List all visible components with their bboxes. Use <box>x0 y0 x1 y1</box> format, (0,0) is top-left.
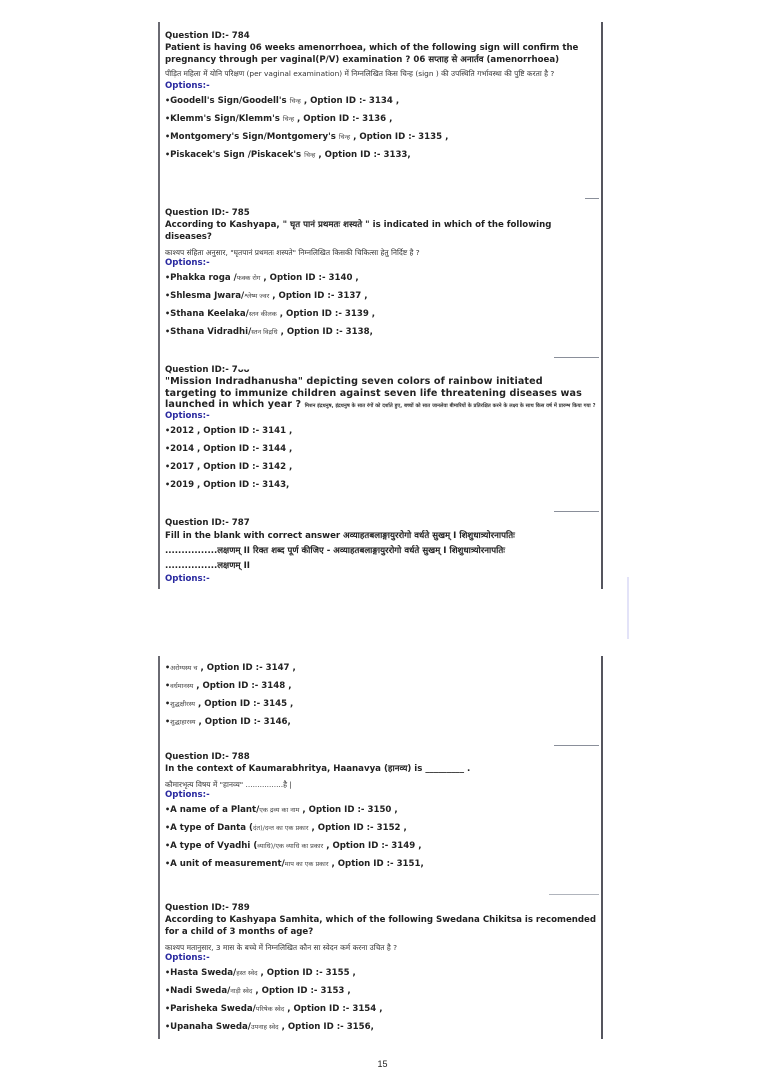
question-text-hindi: मिशन इंद्रधनुष, इंद्रधनुष के सात रंगों को दर्शाते हुए, बच्चों को सात जानलेवा बीमारियों के प्रतिरक्षित करने के लक्ष्य के साथ किस वर्ष में प्रारम्भ किया गया ? <box>304 403 596 409</box>
option-item: •Parisheka Sweda/परिषेक स्वेद , Option ID :- 3154 , <box>165 1004 383 1014</box>
question-784 <box>165 31 597 164</box>
option-item: •शुद्धाहारस्य , Option ID :- 3146, <box>165 717 291 727</box>
option-item: •Sthana Vidradhi/स्तन विद्रधि , Option ID :- 3138, <box>165 327 373 337</box>
option-item: •Sthana Keelaka/स्तन कीलक , Option ID :- 3139 , <box>165 309 376 319</box>
option-item: •वर्धमानस्य , Option ID :- 3148 , <box>165 681 292 691</box>
options-label: Options:- <box>165 81 210 91</box>
option-item: •शुद्धक्षीरस्य , Option ID :- 3145 , <box>165 699 294 709</box>
option-item: •अरोग्यस्य च , Option ID :- 3147 , <box>165 663 296 673</box>
question-text-hindi: पीड़ित महिला में योनि परिक्षण (per vaginal examination) में निम्नलिखित किस चिन्ह (sign ) की उपस्थिति गर्भावस्था की पुष्टि करता है ? <box>165 69 555 78</box>
option-item: •A type of Danta (दंत)/दन्त का एक प्रकार , Option ID :- 3152 , <box>165 823 407 833</box>
question-panel-bottom <box>158 656 603 1039</box>
question-id: Question ID:- 784 <box>165 31 250 41</box>
question-id: Question ID:- 785 <box>165 208 250 218</box>
question-text: Fill in the blank with correct answer अव्याहतबलाङ्गायुररोगो वर्धते सुखम् I शिशुधात्र्योरनापतिः <box>165 531 515 541</box>
option-item: •2019 , Option ID :- 3143, <box>165 479 290 490</box>
option-item: •A type of Vyadhi (व्याधि)/एक व्याधि का प्रकार , Option ID :- 3149 , <box>165 841 422 851</box>
question-text-line2: ................लक्षणम् II रिक्त शब्द पूर्ण कीजिए - अव्याहतबलाङ्गायुररोगो वर्धते सुखम् I शिशुधात्र्योरनापतिः <box>165 546 505 556</box>
question-text-hindi: काश्यप मतानुसार, 3 मास के बच्चे में निम्नलिखित कौन सा स्वेदन कर्म करना उचित है ? <box>165 943 398 952</box>
separator <box>554 511 599 512</box>
separator <box>554 745 599 746</box>
question-786 <box>165 365 597 494</box>
option-item: •Montgomery's Sign/Montgomery's चिन्ह , Option ID :- 3135 , <box>165 132 449 142</box>
options-list <box>165 92 597 164</box>
option-item: •Phakka roga /फक्क रोग , Option ID :- 3140 , <box>165 273 359 283</box>
question-789 <box>165 903 597 1036</box>
question-text-line3: ................लक्षणम् II <box>165 561 250 571</box>
separator <box>585 198 599 199</box>
option-item: •A unit of measurement/माप का एक प्रकार , Option ID :- 3151, <box>165 859 424 869</box>
separator <box>554 357 599 358</box>
options-list <box>165 964 597 1036</box>
option-item: •Hasta Sweda/हस्त स्वेद , Option ID :- 3155 , <box>165 968 356 978</box>
question-id: Question ID:- 789 <box>165 903 250 913</box>
question-id: Question ID:- 787 <box>165 518 250 528</box>
question-785 <box>165 208 597 341</box>
question-text: According to Kashyapa, " घृत पानं प्रथमतः शस्यते " is indicated in which of the following diseases? <box>165 220 552 242</box>
option-item: •Piskacek's Sign /Piskacek's चिन्ह , Option ID :- 3133, <box>165 150 411 160</box>
question-text: In the context of Kaumarabhritya, Haanavya (हानव्य) is _________ . <box>165 764 471 774</box>
option-item: •Shlesma Jwara/श्लेष्म ज्वर , Option ID :- 3137 , <box>165 291 368 301</box>
option-item: •Upanaha Sweda/उपनाह स्वेद , Option ID :- 3156, <box>165 1022 374 1032</box>
options-list <box>165 801 597 873</box>
question-text-hindi: कौमारभृत्य विषय में "हानव्य" ................है | <box>165 780 292 789</box>
question-id: Question ID:- 788 <box>165 752 250 762</box>
question-text: Patient is having 06 weeks amenorrhoea, which of the following sign will confirm the pregnancy through per vaginal(P/V) examination ? 06 सप्ताह से अनार्तव (amenorrhoea) <box>165 43 579 65</box>
question-id: Question ID:- 7ᴗᴗ <box>165 365 250 375</box>
question-text: "Mission Indradhanusha" depicting seven colors of rainbow initiated targeting to immunize children against seven life threatening diseases was launched in which year ? मिशन इंद्रधनुष, इंद्रधनुष के सात रंगों को दर्शाते हुए, बच्चों को सात जानलेवा बीमारियों के प्रतिरक्षित करने के लक्ष्य के साथ किस वर्ष में प्रारम्भ किया गया ? <box>165 376 596 410</box>
option-item: •Goodell's Sign/Goodell's चिन्ह , Option ID :- 3134 , <box>165 96 400 106</box>
question-787 <box>165 518 597 585</box>
option-item: •Nadi Sweda/नाड़ी स्वेद , Option ID :- 3153 , <box>165 986 351 996</box>
options-label: Options:- <box>165 953 210 963</box>
option-item: •Klemm's Sign/Klemm's चिन्ह , Option ID :- 3136 , <box>165 114 393 124</box>
option-item: •2012 , Option ID :- 3141 , <box>165 425 293 436</box>
question-788 <box>165 752 597 873</box>
option-item: •2014 , Option ID :- 3144 , <box>165 443 293 454</box>
question-panel-top <box>158 22 603 589</box>
options-label: Options:- <box>165 410 210 421</box>
scan-artifact-bar <box>627 577 629 639</box>
options-list <box>165 659 597 731</box>
page-number: 15 <box>377 1059 388 1069</box>
options-label: Options:- <box>165 790 210 800</box>
options-list <box>165 269 597 341</box>
question-787-options <box>165 659 597 731</box>
option-item: •A name of a Plant/एक द्रव्य का नाम , Option ID :- 3150 , <box>165 805 398 815</box>
options-label: Options:- <box>165 258 210 268</box>
question-text-hindi: काश्यप संहिता अनुसार, "घृतपानं प्रथमतः शस्यते" निम्नलिखित किसकी चिकित्सा हेतु निर्दिष्ट है ? <box>165 248 420 257</box>
option-item: •2017 , Option ID :- 3142 , <box>165 461 293 472</box>
options-label: Options:- <box>165 574 210 584</box>
separator <box>549 894 599 895</box>
question-text: According to Kashyapa Samhita, which of the following Swedana Chikitsa is recomended for a child of 3 months of age? <box>165 915 597 937</box>
options-list <box>165 422 597 494</box>
